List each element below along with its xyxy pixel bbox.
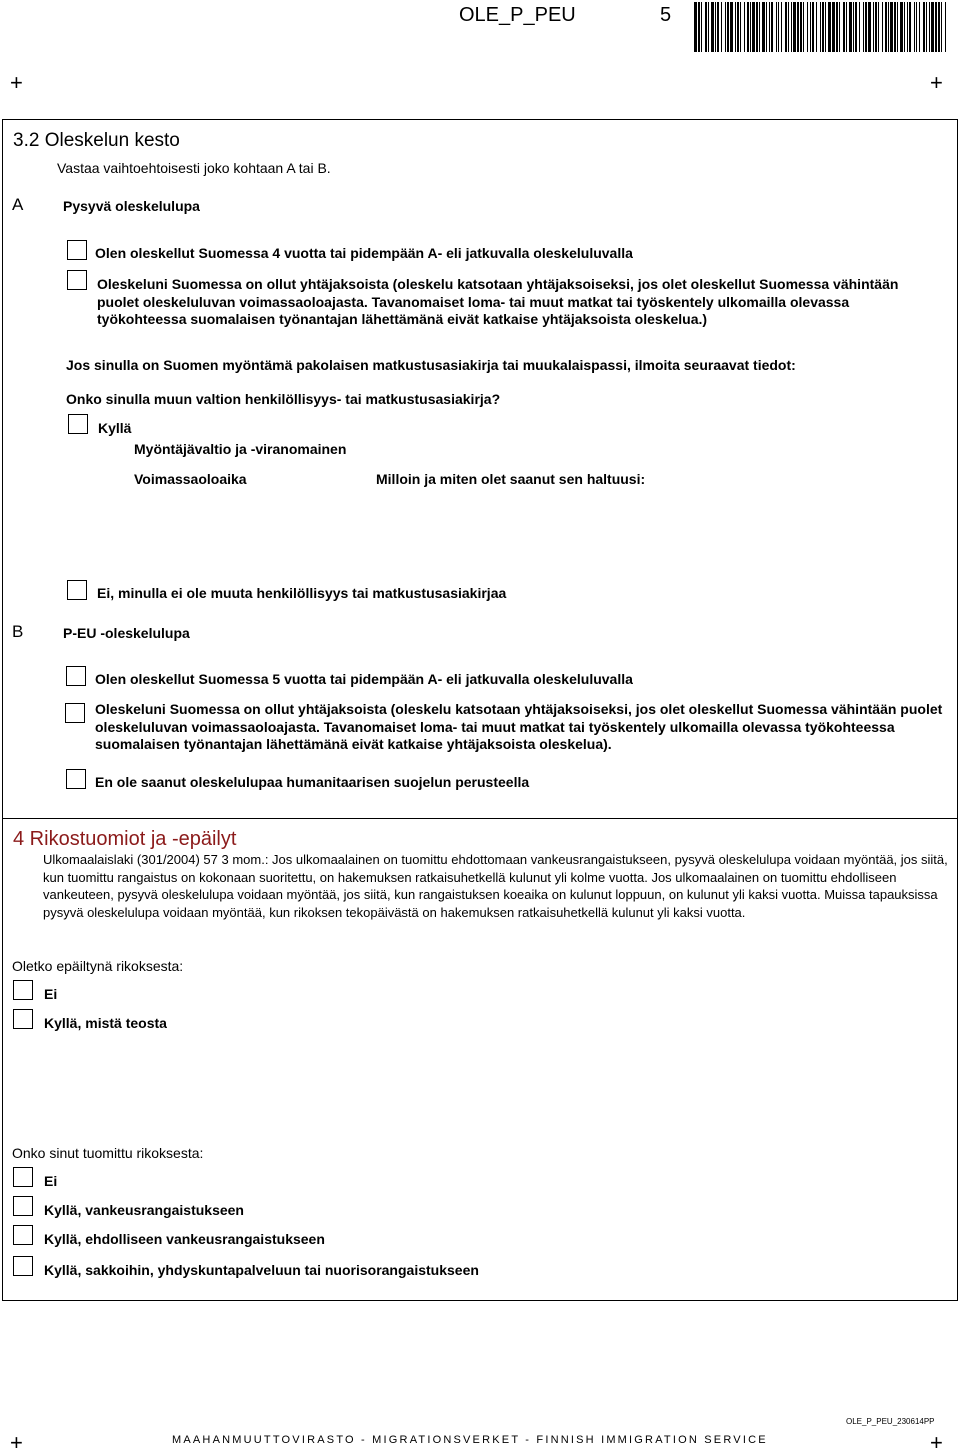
- no-other-document-label: Ei, minulla ei ole muuta henkilöllisyys tai matkustusasiakirjaa: [97, 585, 507, 601]
- crop-mark-bottom-left: +: [10, 1430, 23, 1455]
- b-continuous-label: Oleskeluni Suomessa on ollut yhtäjaksoista (oleskelu katsotaan yhtäjaksoiseksi, jos olet oleskellut Suomessa vähintään puolet oleskeluluvan voimassaoloajasta. Tavanomaiset loma- tai muut matkat tai työskentely ulkomailla olevassa työkohteessa suomalaisen työnantajan lähettämänä eivät katkaise yhtäjaksoista oleskelua).: [95, 701, 943, 752]
- crop-mark-top-right: +: [930, 70, 943, 95]
- option-b-title: P-EU -oleskelulupa: [63, 625, 190, 641]
- convicted-prison-checkbox[interactable]: [13, 1196, 33, 1216]
- refugee-info-text: Jos sinulla on Suomen myöntämä pakolaisen matkustusasiakirja tai muukalaispassi, ilmoita seuraavat tiedot:: [66, 357, 796, 373]
- convicted-conditional-checkbox[interactable]: [13, 1225, 33, 1245]
- criminal-law-text: Ulkomaalaislaki (301/2004) 57 3 mom.: Jos ulkomaalainen on tuomittu ehdottomaan vankeusrangaistukseen, pysyvä oleskelulupa voidaan myöntää, jos siitä, kun tuomittu rangaistus on kokonaan suoritettu, on hakemuksen ratkaisuhetkellä kulunut yli kolme vuotta. Jos ulkomaalainen on tuomittu ehdolliseen vankeuteen, pysyvä oleskelulupa voidaan myöntää, jos siitä, kun rangaistuksen koeaika on kulunut loppuun, on kulunut yli kaksi vuotta. Muissa tapauksissa pysyvä oleskelulupa voidaan myöntää, kun rikoksen tekopäivästä on hakemuksen ratkaisuhetkellä kulunut yli kaksi vuotta.: [43, 852, 948, 920]
- agency-footer: MAAHANMUUTTOVIRASTO - MIGRATIONSVERKET - FINNISH IMMIGRATION SERVICE: [172, 1434, 768, 1446]
- b-no-humanitarian-checkbox[interactable]: [66, 769, 86, 789]
- section-4-title: 4 Rikostuomiot ja -epäilyt: [13, 828, 237, 850]
- has-other-document-yes-checkbox[interactable]: [68, 414, 88, 434]
- no-other-document-checkbox[interactable]: [67, 580, 87, 600]
- b-5-years-checkbox[interactable]: [66, 666, 86, 686]
- how-obtained-label: Milloin ja miten olet saanut sen haltuusi:: [376, 471, 646, 487]
- convicted-question: Onko sinut tuomittu rikoksesta:: [12, 1145, 204, 1161]
- a-continuous-checkbox[interactable]: [67, 270, 87, 290]
- a-continuous-label: Oleskeluni Suomessa on ollut yhtäjaksoista (oleskelu katsotaan yhtäjaksoiseksi, jos olet oleskellut Suomessa vähintään puolet oleskeluluvan voimassaoloajasta. Tavanomaiset loma- tai muut matkat tai työskentely ulkomailla olevassa työkohteessa suomalaisen työnantajan lähettämänä eivät katkaise yhtäjaksoista oleskelua.): [97, 276, 899, 327]
- convicted-conditional-label: Kyllä, ehdolliseen vankeusrangaistukseen: [44, 1231, 325, 1247]
- section-3-2-instruction: Vastaa vaihtoehtoisesti joko kohtaan A tai B.: [57, 160, 331, 176]
- b-no-humanitarian-label: En ole saanut oleskelulupaa humanitaarisen suojelun perusteella: [95, 774, 530, 790]
- validity-label: Voimassaoloaika: [134, 471, 247, 487]
- a-4-years-checkbox[interactable]: [67, 240, 87, 260]
- barcode: [692, 2, 950, 54]
- suspected-yes-label: Kyllä, mistä teosta: [44, 1015, 167, 1031]
- convicted-fines-label: Kyllä, sakkoihin, yhdyskuntapalveluun tai nuorisorangaistukseen: [44, 1262, 479, 1278]
- section-3-2-title: 3.2 Oleskelun kesto: [13, 130, 180, 151]
- option-a-letter: A: [12, 195, 24, 214]
- suspected-no-checkbox[interactable]: [13, 980, 33, 1000]
- issuing-state-label: Myöntäjävaltio ja -viranomainen: [134, 441, 347, 457]
- convicted-no-checkbox[interactable]: [13, 1167, 33, 1187]
- page-number: 5: [660, 4, 672, 26]
- convicted-fines-checkbox[interactable]: [13, 1256, 33, 1276]
- a-4-years-label: Olen oleskellut Suomessa 4 vuotta tai pidempään A- eli jatkuvalla oleskeluluvalla: [95, 245, 633, 261]
- other-document-question: Onko sinulla muun valtion henkilöllisyys- tai matkustusasiakirja?: [66, 391, 501, 407]
- b-continuous-checkbox[interactable]: [65, 703, 85, 723]
- convicted-no-label: Ei: [44, 1173, 58, 1189]
- crop-mark-bottom-right: +: [930, 1430, 943, 1455]
- has-other-document-yes-label: Kyllä: [98, 420, 132, 436]
- convicted-prison-label: Kyllä, vankeusrangaistukseen: [44, 1202, 244, 1218]
- form-code: OLE_P_PEU: [459, 4, 576, 26]
- suspected-no-label: Ei: [44, 986, 58, 1002]
- suspected-yes-checkbox[interactable]: [13, 1009, 33, 1029]
- crop-mark-top-left: +: [10, 70, 23, 95]
- b-5-years-label: Olen oleskellut Suomessa 5 vuotta tai pidempään A- eli jatkuvalla oleskeluluvalla: [95, 671, 633, 687]
- option-a-title: Pysyvä oleskelulupa: [63, 198, 200, 214]
- version-code: OLE_P_PEU_230614PP: [846, 1417, 935, 1426]
- option-b-letter: B: [12, 622, 24, 641]
- suspected-question: Oletko epäiltynä rikoksesta:: [12, 958, 184, 974]
